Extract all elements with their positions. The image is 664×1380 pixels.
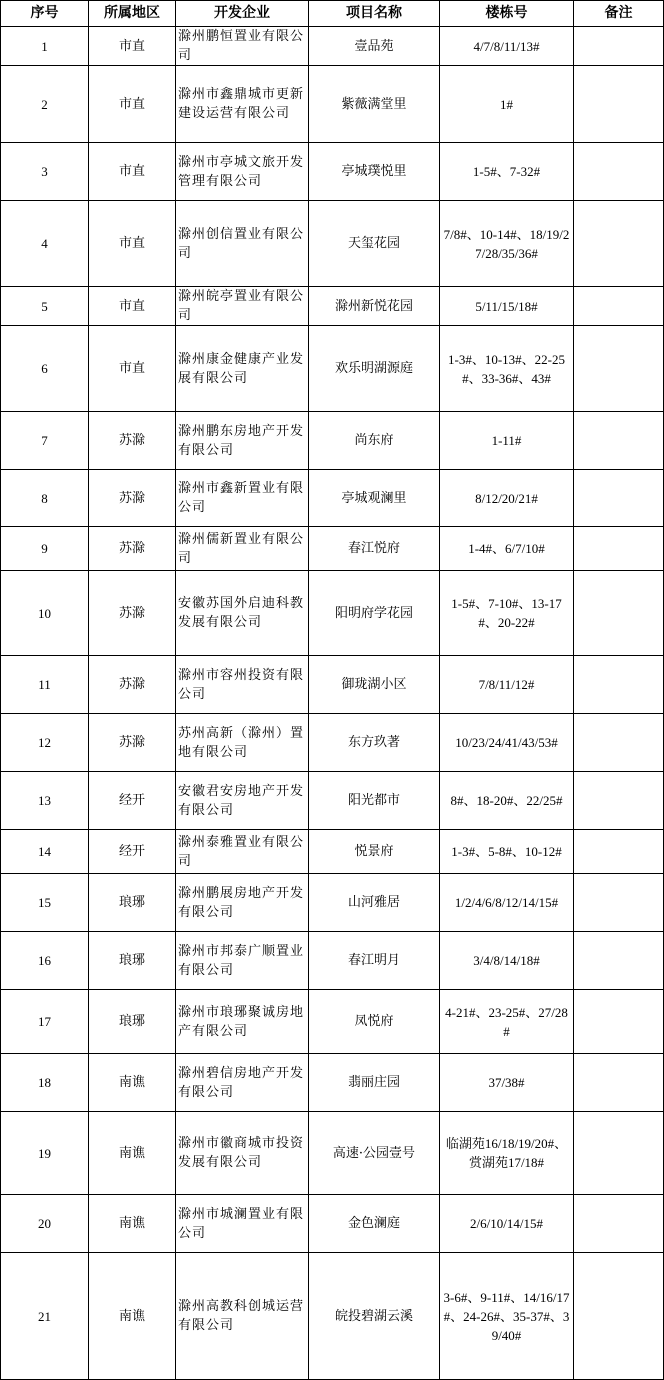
cell-project: 翡丽庄园 <box>309 1054 440 1112</box>
cell-remark <box>574 412 664 470</box>
cell-buildings: 7/8/11/12# <box>440 656 574 714</box>
cell-remark <box>574 656 664 714</box>
cell-company: 苏州高新（滁州）置地有限公司 <box>176 714 309 772</box>
col-header-region: 所属地区 <box>89 1 176 27</box>
cell-region: 市直 <box>89 66 176 143</box>
cell-remark <box>574 201 664 287</box>
cell-remark <box>574 326 664 412</box>
cell-remark <box>574 874 664 932</box>
table-row <box>1 874 664 932</box>
cell-no: 15 <box>1 874 89 932</box>
cell-buildings: 1-5#、7-32# <box>440 143 574 201</box>
cell-no: 13 <box>1 772 89 830</box>
cell-region: 南谯 <box>89 1195 176 1253</box>
cell-remark <box>574 470 664 527</box>
cell-project: 高速·公园壹号 <box>309 1112 440 1195</box>
table-row <box>1 932 664 990</box>
cell-no: 17 <box>1 990 89 1054</box>
cell-company: 滁州创信置业有限公司 <box>176 201 309 287</box>
table-row <box>1 143 664 201</box>
cell-company: 滁州市亭城文旅开发管理有限公司 <box>176 143 309 201</box>
cell-company: 滁州市琅琊聚诚房地产有限公司 <box>176 990 309 1054</box>
cell-buildings: 4-21#、23-25#、27/28# <box>440 990 574 1054</box>
cell-remark <box>574 830 664 874</box>
cell-company: 滁州市鑫新置业有限公司 <box>176 470 309 527</box>
cell-remark <box>574 571 664 656</box>
cell-project: 金色澜庭 <box>309 1195 440 1253</box>
cell-remark <box>574 1253 664 1380</box>
table-row <box>1 571 664 656</box>
table-row <box>1 326 664 412</box>
cell-remark <box>574 527 664 571</box>
cell-buildings: 3-6#、9-11#、14/16/17#、24-26#、35-37#、39/40# <box>440 1253 574 1380</box>
cell-remark <box>574 66 664 143</box>
cell-region: 苏滁 <box>89 714 176 772</box>
cell-company: 滁州市鑫鼎城市更新建设运营有限公司 <box>176 66 309 143</box>
cell-buildings: 7/8#、10-14#、18/19/27/28/35/36# <box>440 201 574 287</box>
cell-company: 滁州泰雅置业有限公司 <box>176 830 309 874</box>
cell-no: 19 <box>1 1112 89 1195</box>
cell-project: 山河雅居 <box>309 874 440 932</box>
cell-company: 滁州市邦泰广顺置业有限公司 <box>176 932 309 990</box>
cell-no: 4 <box>1 201 89 287</box>
cell-region: 市直 <box>89 201 176 287</box>
cell-no: 5 <box>1 287 89 326</box>
cell-company: 滁州鹏东房地产开发有限公司 <box>176 412 309 470</box>
cell-buildings: 1/2/4/6/8/12/14/15# <box>440 874 574 932</box>
col-header-no: 序号 <box>1 1 89 27</box>
cell-project: 滁州新悦花园 <box>309 287 440 326</box>
table-row <box>1 656 664 714</box>
cell-project: 壹品苑 <box>309 27 440 66</box>
cell-project: 春江明月 <box>309 932 440 990</box>
cell-remark <box>574 714 664 772</box>
cell-no: 16 <box>1 932 89 990</box>
cell-no: 12 <box>1 714 89 772</box>
table-row <box>1 1253 664 1380</box>
cell-company: 滁州鹏展房地产开发有限公司 <box>176 874 309 932</box>
cell-buildings: 3/4/8/14/18# <box>440 932 574 990</box>
col-header-project: 项目名称 <box>309 1 440 27</box>
table-row <box>1 66 664 143</box>
table-row <box>1 772 664 830</box>
cell-project: 东方玖著 <box>309 714 440 772</box>
cell-remark <box>574 990 664 1054</box>
cell-company: 滁州市徽商城市投资发展有限公司 <box>176 1112 309 1195</box>
cell-buildings: 8#、18-20#、22/25# <box>440 772 574 830</box>
table-row <box>1 527 664 571</box>
cell-company: 滁州碧信房地产开发有限公司 <box>176 1054 309 1112</box>
cell-region: 经开 <box>89 772 176 830</box>
cell-company: 安徽君安房地产开发有限公司 <box>176 772 309 830</box>
cell-region: 南谯 <box>89 1112 176 1195</box>
cell-company: 滁州市容州投资有限公司 <box>176 656 309 714</box>
cell-company: 滁州儒新置业有限公司 <box>176 527 309 571</box>
cell-region: 苏滁 <box>89 412 176 470</box>
cell-region: 市直 <box>89 27 176 66</box>
cell-region: 市直 <box>89 287 176 326</box>
cell-remark <box>574 287 664 326</box>
table-row <box>1 830 664 874</box>
cell-project: 欢乐明湖源庭 <box>309 326 440 412</box>
cell-buildings: 10/23/24/41/43/53# <box>440 714 574 772</box>
table-row <box>1 1112 664 1195</box>
cell-no: 3 <box>1 143 89 201</box>
cell-buildings: 临湖苑16/18/19/20#、赏湖苑17/18# <box>440 1112 574 1195</box>
cell-region: 南谯 <box>89 1054 176 1112</box>
cell-company: 滁州市城澜置业有限公司 <box>176 1195 309 1253</box>
cell-no: 18 <box>1 1054 89 1112</box>
cell-project: 亭城璞悦里 <box>309 143 440 201</box>
cell-company: 滁州高教科创城运营有限公司 <box>176 1253 309 1380</box>
cell-region: 琅琊 <box>89 932 176 990</box>
table-row <box>1 1195 664 1253</box>
cell-no: 10 <box>1 571 89 656</box>
cell-remark <box>574 1054 664 1112</box>
cell-company: 安徽苏国外启迪科教发展有限公司 <box>176 571 309 656</box>
col-header-company: 开发企业 <box>176 1 309 27</box>
cell-project: 阳光都市 <box>309 772 440 830</box>
cell-company: 滁州皖亭置业有限公司 <box>176 287 309 326</box>
cell-project: 亭城观澜里 <box>309 470 440 527</box>
cell-project: 御珑湖小区 <box>309 656 440 714</box>
cell-no: 9 <box>1 527 89 571</box>
cell-region: 苏滁 <box>89 571 176 656</box>
cell-buildings: 8/12/20/21# <box>440 470 574 527</box>
cell-project: 皖投碧湖云溪 <box>309 1253 440 1380</box>
cell-no: 8 <box>1 470 89 527</box>
cell-project: 凤悦府 <box>309 990 440 1054</box>
cell-no: 20 <box>1 1195 89 1253</box>
cell-remark <box>574 27 664 66</box>
cell-region: 市直 <box>89 326 176 412</box>
cell-project: 春江悦府 <box>309 527 440 571</box>
table-row <box>1 287 664 326</box>
cell-project: 尚东府 <box>309 412 440 470</box>
table-row <box>1 412 664 470</box>
cell-project: 紫薇满堂里 <box>309 66 440 143</box>
cell-company: 滁州康金健康产业发展有限公司 <box>176 326 309 412</box>
cell-buildings: 1-3#、10-13#、22-25#、33-36#、43# <box>440 326 574 412</box>
col-header-buildings: 楼栋号 <box>440 1 574 27</box>
cell-buildings: 1-3#、5-8#、10-12# <box>440 830 574 874</box>
cell-no: 1 <box>1 27 89 66</box>
cell-region: 市直 <box>89 143 176 201</box>
cell-region: 琅琊 <box>89 874 176 932</box>
cell-remark <box>574 1195 664 1253</box>
cell-project: 阳明府学花园 <box>309 571 440 656</box>
table-row <box>1 1054 664 1112</box>
cell-remark <box>574 772 664 830</box>
cell-buildings: 1-5#、7-10#、13-17#、20-22# <box>440 571 574 656</box>
col-header-remark: 备注 <box>574 1 664 27</box>
cell-region: 苏滁 <box>89 527 176 571</box>
cell-no: 6 <box>1 326 89 412</box>
table-row <box>1 990 664 1054</box>
cell-region: 琅琊 <box>89 990 176 1054</box>
cell-region: 经开 <box>89 830 176 874</box>
cell-project: 悦景府 <box>309 830 440 874</box>
cell-region: 南谯 <box>89 1253 176 1380</box>
cell-remark <box>574 1112 664 1195</box>
cell-buildings: 1-4#、6/7/10# <box>440 527 574 571</box>
cell-region: 苏滁 <box>89 656 176 714</box>
cell-project: 天玺花园 <box>309 201 440 287</box>
table-row <box>1 470 664 527</box>
header-row <box>1 1 664 27</box>
table-row <box>1 27 664 66</box>
cell-remark <box>574 932 664 990</box>
table-row <box>1 714 664 772</box>
cell-buildings: 2/6/10/14/15# <box>440 1195 574 1253</box>
cell-no: 11 <box>1 656 89 714</box>
cell-buildings: 37/38# <box>440 1054 574 1112</box>
cell-no: 2 <box>1 66 89 143</box>
cell-remark <box>574 143 664 201</box>
table-row <box>1 201 664 287</box>
cell-buildings: 5/11/15/18# <box>440 287 574 326</box>
cell-region: 苏滁 <box>89 470 176 527</box>
cell-buildings: 1-11# <box>440 412 574 470</box>
cell-no: 7 <box>1 412 89 470</box>
cell-buildings: 1# <box>440 66 574 143</box>
cell-company: 滁州鹏恒置业有限公司 <box>176 27 309 66</box>
cell-no: 21 <box>1 1253 89 1380</box>
cell-no: 14 <box>1 830 89 874</box>
cell-buildings: 4/7/8/11/13# <box>440 27 574 66</box>
